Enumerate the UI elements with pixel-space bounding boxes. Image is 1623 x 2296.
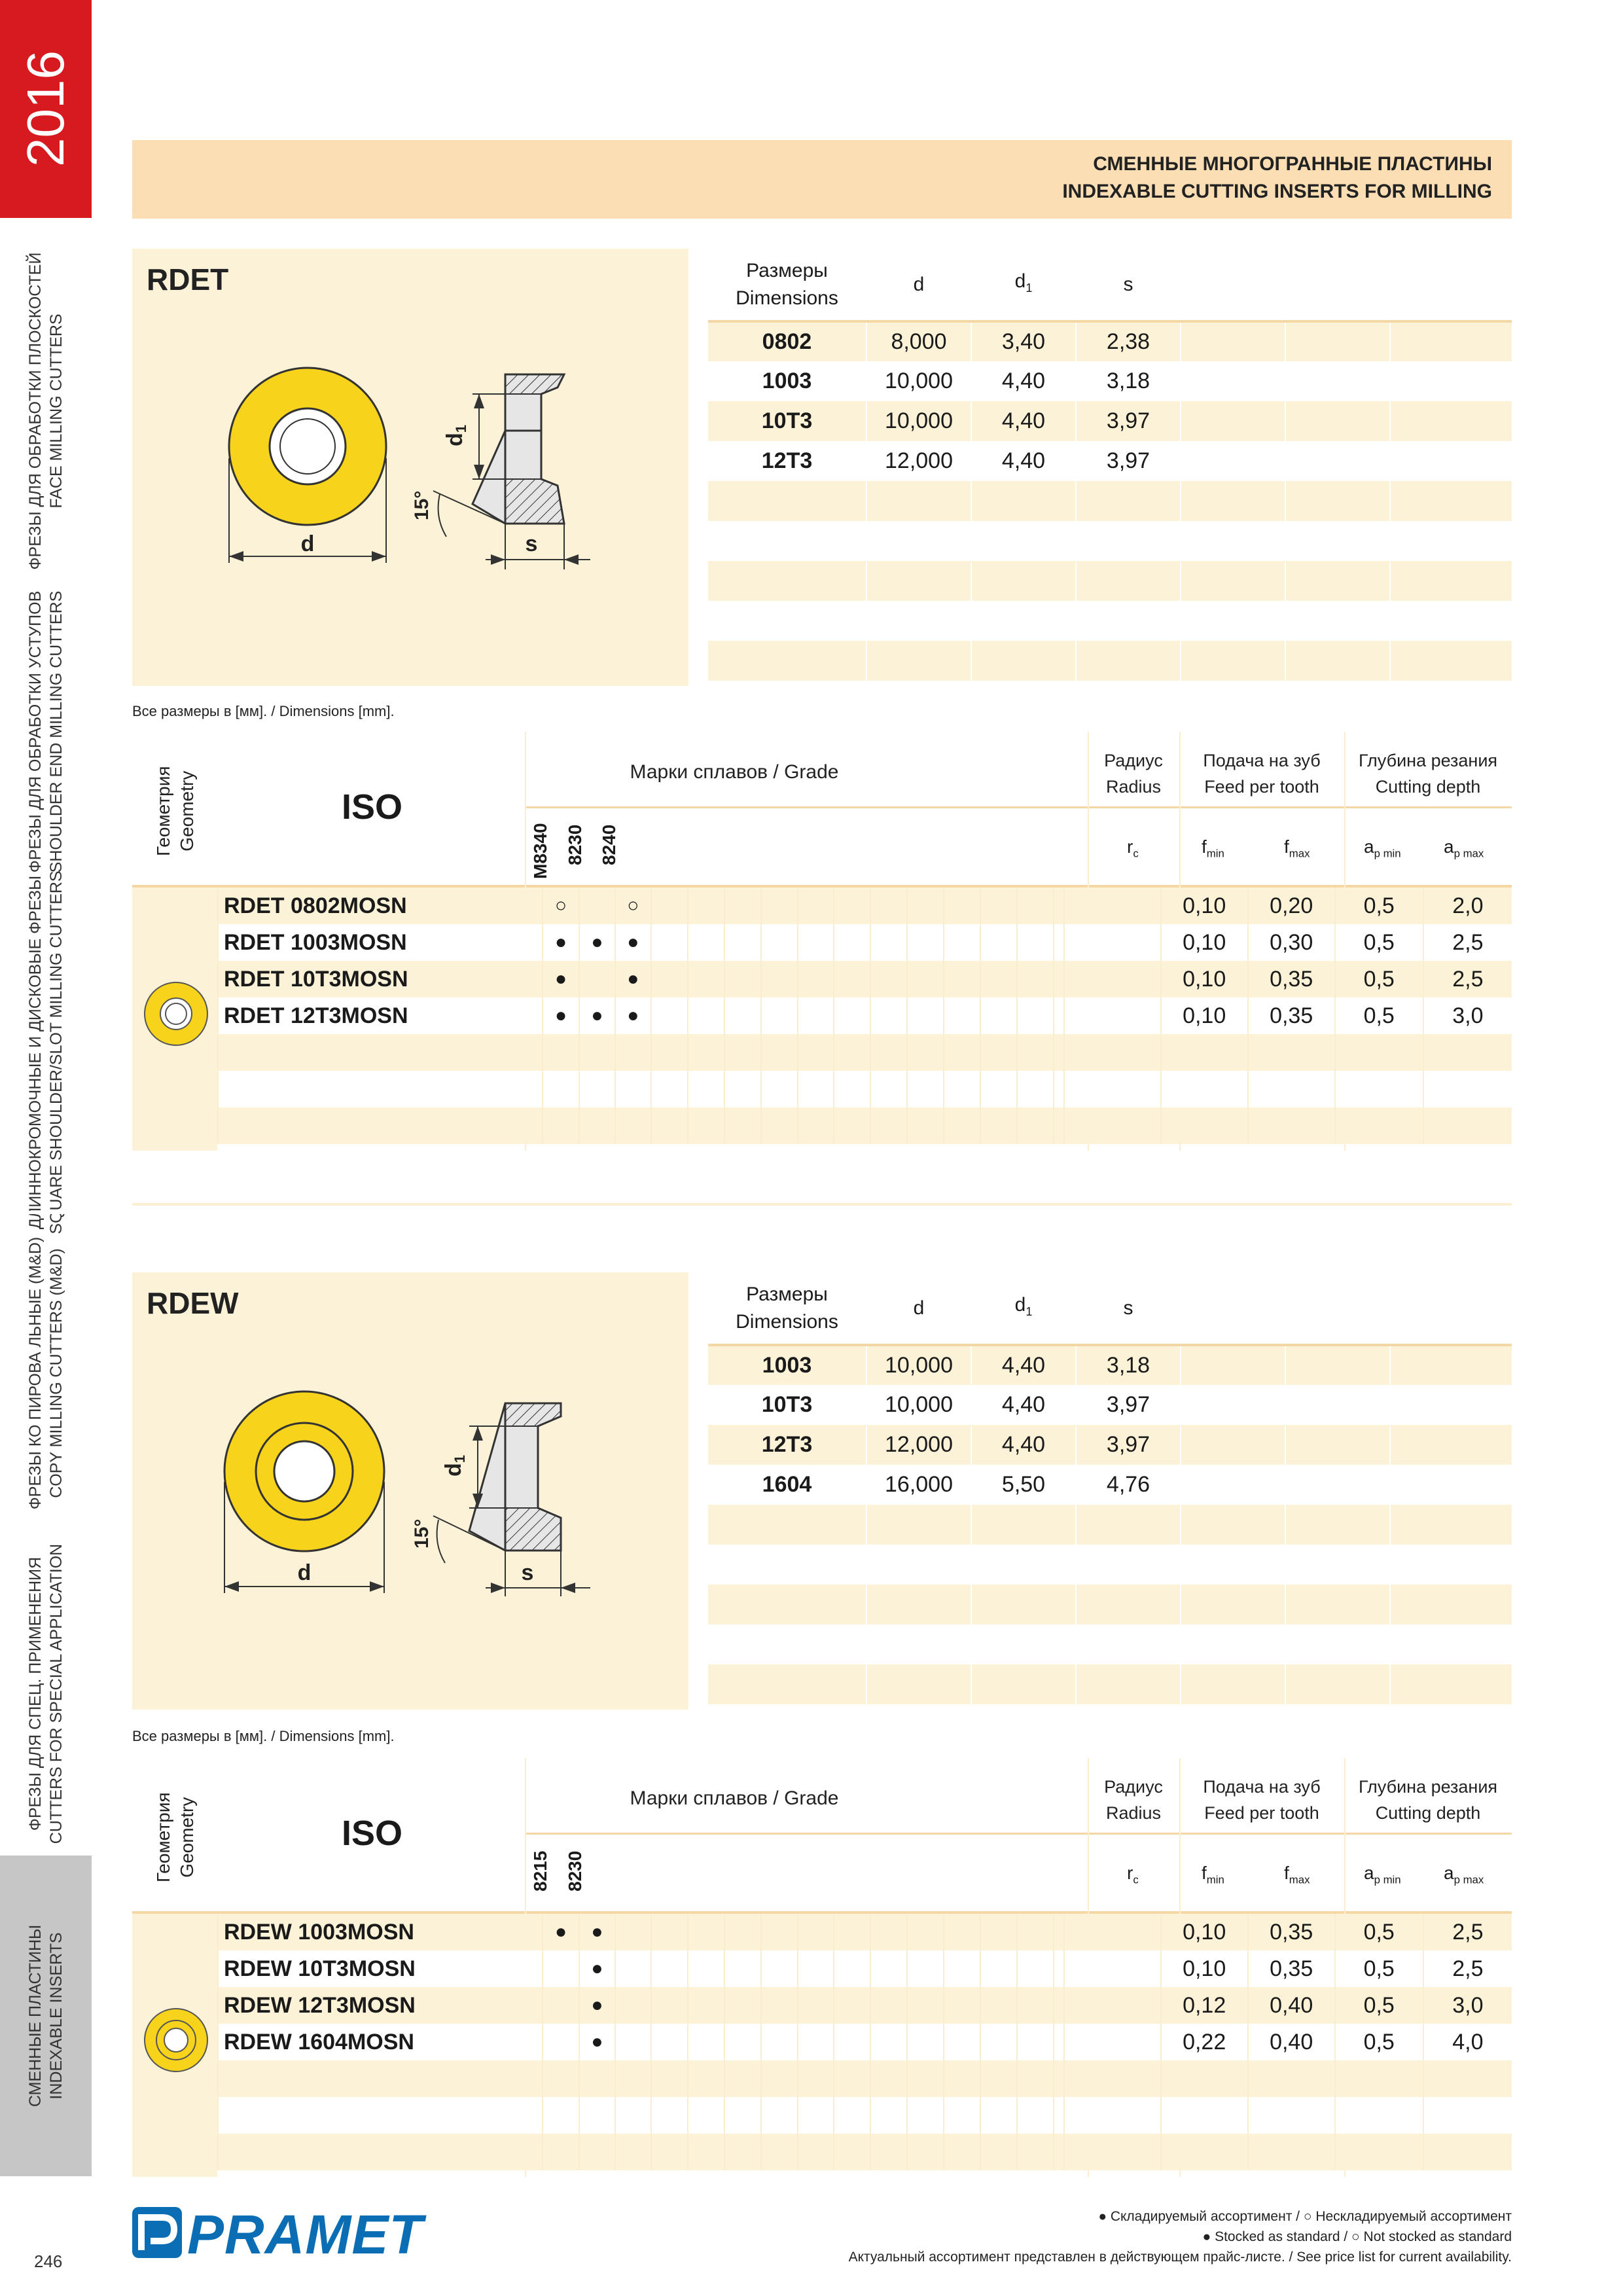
rdew-grade-table [132, 1758, 1512, 2177]
fmin-label: $f_{min}$ [1202, 836, 1224, 860]
rdet-dimensions-table [708, 249, 1512, 681]
tab-ru: ФРЕЗЫ ДЛЯ ОБРАБОТКИ ПЛОСКОСТЕЙ [26, 252, 45, 569]
dim-header: Размеры Dimensions [708, 1272, 866, 1345]
section-divider [132, 1203, 1512, 1206]
rc-label: $r_c$ [1127, 1863, 1139, 1886]
radius-label: Радиус Radius [1104, 751, 1163, 797]
table-row: 12T3 12,000 4,40 3,97 [708, 1425, 1512, 1465]
tab-ru: ФРЕЗЫ ДЛЯ ОБРАБОТКИ УСТУПОВ [26, 590, 45, 872]
rdet-insert-drawing [132, 249, 688, 686]
legend-en: ● Stocked as standard / ○ Not stocked as standard [1202, 2229, 1512, 2244]
grade-col-label: 8240 [599, 824, 619, 865]
drawing-label-s: s [521, 1560, 534, 1585]
iso-label: ISO [342, 787, 403, 827]
rdew-dimensions-table [708, 1272, 1512, 1704]
fmin-label: $f_{min}$ [1202, 1863, 1224, 1886]
tab-en: SQUARE SHOULDER/SLOT MILLING CUTTERS [47, 870, 65, 1234]
table-row: RDEW 10T3MOSN ● 0,10 0,35 0,5 2,5 [218, 1950, 1512, 1987]
sidebar-tab-square-shoulder[interactable] [0, 870, 92, 1234]
apmin-label: $a_{p min}$ [1364, 1863, 1401, 1886]
feed-label: Подача на зуб Feed per tooth [1203, 1777, 1321, 1823]
grade-col-label: 8215 [530, 1850, 550, 1892]
col-d: d [866, 249, 971, 321]
table-row: RDET 10T3MOSN ● ● 0,10 0,35 0,5 2,5 [218, 961, 1512, 997]
sidebar-tab-special-application[interactable] [0, 1532, 92, 1852]
rdet-insert-icon [140, 978, 212, 1050]
table-row: 10T3 10,000 4,40 3,97 [708, 401, 1512, 441]
sidebar-tab-indexable-inserts[interactable] [0, 1852, 92, 2176]
table-row: 1003 10,000 4,40 3,18 [708, 361, 1512, 401]
header-title-ru: СМЕННЫЕ МНОГОГРАННЫЕ ПЛАСТИНЫ [1093, 153, 1492, 175]
rdew-insert-icon [140, 2004, 212, 2076]
dim-header: Размеры Dimensions [708, 249, 866, 321]
rdet-dimensions-table-wrap [708, 249, 1512, 681]
tab-ru: ДЛИННОКРОМОЧНЫЕ И ДИСКОВЫЕ ФРЕЗЫ [26, 875, 45, 1229]
tab-en: COPY MILLING CUTTERS (M&D) [47, 1247, 65, 1498]
year-label: 2016 [16, 50, 75, 167]
apmin-label: $a_{p min}$ [1364, 836, 1401, 860]
tab-en: SHOULDER END MILLING CUTTERS [47, 590, 65, 872]
product-name: RDEW [147, 1286, 239, 1320]
apmax-label: $a_{p max}$ [1444, 1863, 1484, 1886]
tab-en: FACE MILLING CUTTERS [47, 313, 65, 509]
table-row: RDET 12T3MOSN ● ● ● 0,10 0,35 0,5 3,0 [218, 997, 1512, 1034]
grade-label: Марки сплавов / Grade [630, 761, 839, 783]
drawing-label-angle: 15° [411, 490, 433, 520]
legend-ru: ● Складируемый ассортимент / ○ Нескладируемый ассортимент [1098, 2209, 1512, 2224]
rdew-grade-rows [217, 1914, 1512, 2170]
table-row: 1604 16,000 5,50 4,76 [708, 1465, 1512, 1505]
fmax-label: $f_{max}$ [1284, 1863, 1310, 1886]
table-row: RDEW 1003MOSN ● ● 0,10 0,35 0,5 2,5 [218, 1914, 1512, 1950]
rdet-drawing-panel [132, 249, 688, 686]
sidebar-tab-face-milling[interactable] [0, 249, 92, 569]
sidebar-tab-copy-milling[interactable] [0, 1211, 92, 1532]
geometry-label: Геометрия Geometry [153, 1792, 197, 1882]
tab-ru: ФРЕЗЫ ДЛЯ СПЕЦ. ПРИМЕНЕНИЯ [26, 1556, 45, 1831]
tab-ru: ФРЕЗЫ КО ПИРОВА ЛЬНЫЕ (M&D) [26, 1236, 45, 1509]
iso-label: ISO [342, 1814, 403, 1853]
table-row: 10T3 10,000 4,40 3,97 [708, 1385, 1512, 1425]
geometry-label: Геометрия Geometry [153, 766, 197, 856]
radius-label: Радиус Radius [1104, 1777, 1163, 1823]
grade-col-label: 8230 [565, 1850, 585, 1892]
depth-label: Глубина резания Cutting depth [1358, 751, 1498, 797]
col-s: s [1076, 1272, 1181, 1345]
rdew-dimensions-table-wrap [708, 1272, 1512, 1704]
header-title-en: INDEXABLE CUTTING INSERTS FOR MILLING [1062, 181, 1492, 202]
drawing-label-d: d [297, 1560, 312, 1585]
section-header [132, 140, 1512, 219]
brand-name: PRAMET [187, 2204, 423, 2265]
sidebar-tab-shoulder-end[interactable] [0, 569, 92, 890]
page-number: 246 [34, 2251, 63, 2271]
table-row: RDEW 1604MOSN ● 0,22 0,40 0,5 4,0 [218, 2024, 1512, 2060]
depth-label: Глубина резания Cutting depth [1358, 1777, 1498, 1823]
year-tab [0, 0, 92, 218]
grade-label: Марки сплавов / Grade [630, 1787, 839, 1809]
rdew-insert-drawing [132, 1272, 688, 1710]
col-d: d [866, 1272, 971, 1345]
grade-col-label: M8340 [530, 823, 550, 879]
table-row: 0802 8,000 3,40 2,38 [708, 321, 1512, 361]
product-name: RDET [147, 262, 229, 296]
dimension-note: Все размеры в [мм]. / Dimensions [mm]. [132, 1728, 395, 1744]
drawing-label-s: s [525, 531, 538, 556]
table-row: 12T3 12,000 4,40 3,97 [708, 441, 1512, 481]
apmax-label: $a_{p max}$ [1444, 836, 1484, 860]
col-d1: $d_1$ [971, 1272, 1076, 1345]
tab-en: INDEXABLE INSERTS [47, 1932, 65, 2100]
col-s: s [1076, 249, 1181, 321]
table-row: RDET 0802MOSN ○ ○ 0,10 0,20 0,5 2,0 [218, 888, 1512, 924]
tab-en: CUTTERS FOR SPECIAL APPLICATION [47, 1543, 65, 1844]
rdew-drawing-panel [132, 1272, 688, 1710]
table-row: RDET 1003MOSN ● ● ● 0,10 0,30 0,5 2,5 [218, 924, 1512, 961]
rdet-grade-rows [217, 888, 1512, 1144]
tab-ru: СМЕННЫЕ ПЛАСТИНЫ [26, 1924, 45, 2108]
drawing-label-d1: d1 [442, 424, 469, 446]
col-d1: $d_1$ [971, 249, 1076, 321]
pramet-logo [132, 2204, 423, 2267]
feed-label: Подача на зуб Feed per tooth [1203, 751, 1321, 797]
fmax-label: $f_{max}$ [1284, 836, 1310, 860]
drawing-label-d: d [300, 531, 315, 556]
table-row: RDEW 12T3MOSN ● 0,12 0,40 0,5 3,0 [218, 1987, 1512, 2024]
table-row: 1003 10,000 4,40 3,18 [708, 1345, 1512, 1385]
drawing-label-d1: d1 [441, 1454, 468, 1477]
drawing-label-angle: 15° [411, 1518, 433, 1549]
availability-note: Актуальный ассортимент представлен в действующем прайс-листе. / See price list for current availability. [848, 2250, 1512, 2265]
rdet-grade-table [132, 732, 1512, 1151]
dimension-note: Все размеры в [мм]. / Dimensions [mm]. [132, 703, 395, 719]
grade-col-label: 8230 [565, 824, 585, 865]
rc-label: $r_c$ [1127, 836, 1139, 860]
